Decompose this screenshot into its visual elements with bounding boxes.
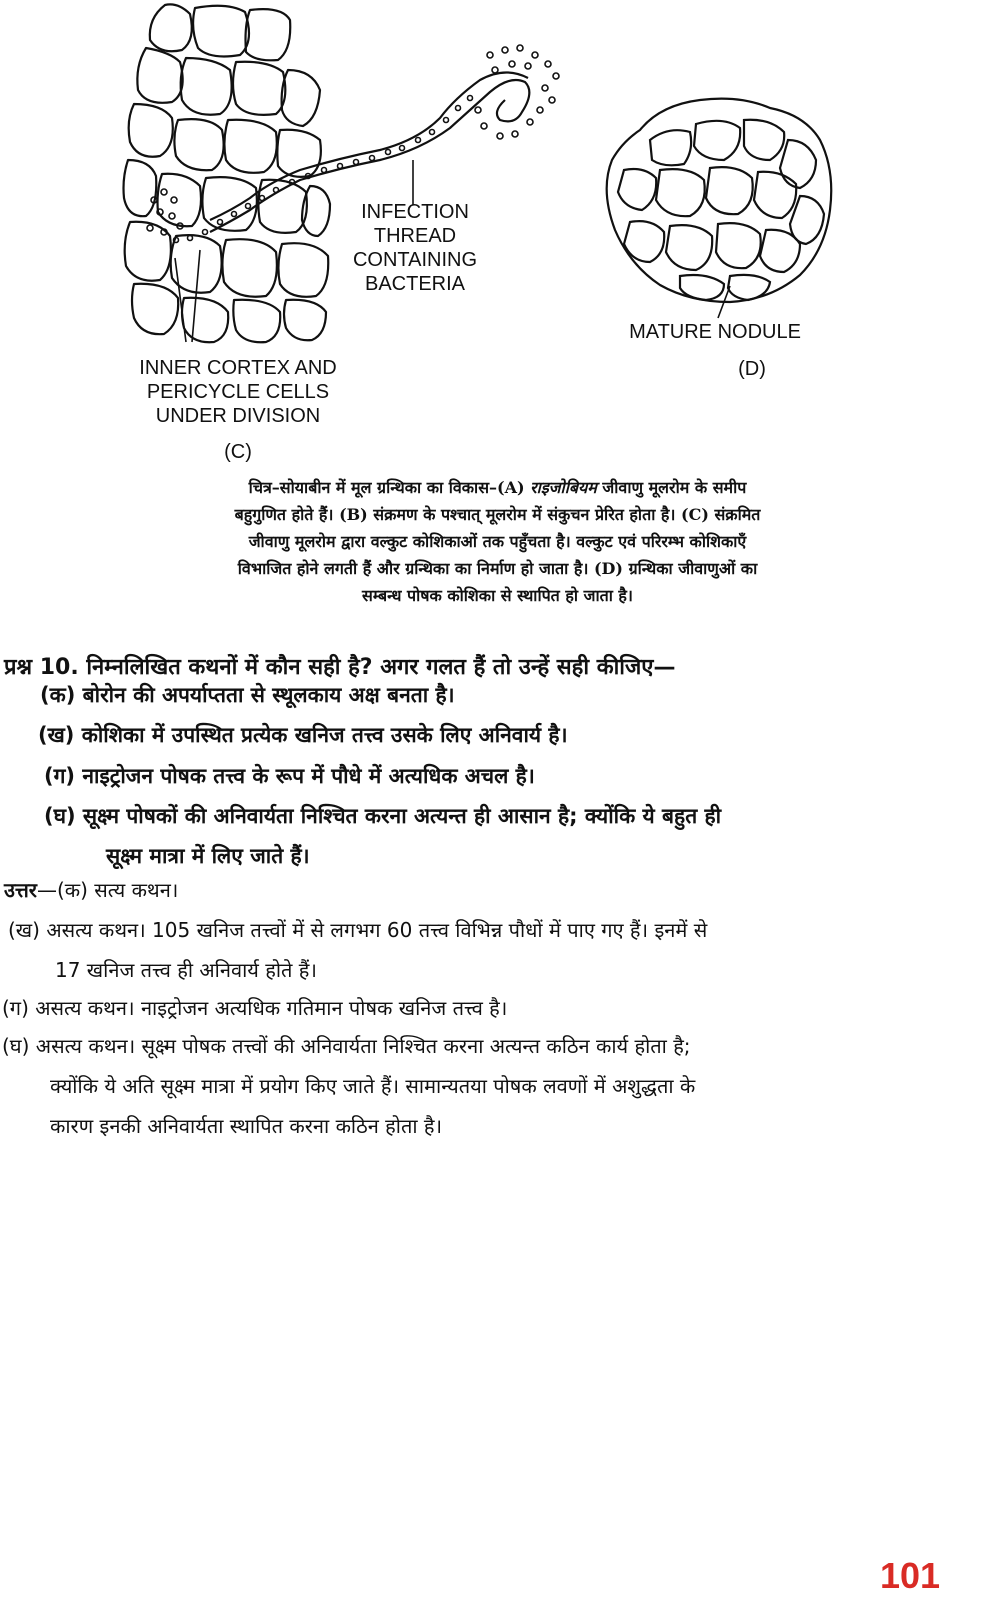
answer-label: उत्तर [4,878,37,902]
answer-kha: (ख) असत्य कथन। 105 खनिज तत्त्वों में से लगभग 60 तत्त्व विभिन्न पौधों में पाए गए हैं। इनमें से 17 खनिज तत्त्व ही अनिवार्य होते हैं। [8,918,708,982]
caption-line: जीवाणु मूलरोम द्वारा वल्कुट कोशिकाओं तक पहुँचता है। वल्कुट एवं परिरम्भ कोशिकाएँ [248,532,747,551]
figure-label-d: (D) [738,358,766,380]
answer-ga: (ग) असत्य कथन। नाइट्रोजन अत्यधिक गतिमान पोषक खनिज तत्त्व है। [2,996,508,1020]
mature-nodule [607,99,832,302]
cortex-cells [124,4,331,342]
mature-nodule-label: MATURE NODULE [629,321,801,343]
cortex-leader-line-2 [192,250,200,342]
figure-caption [110,474,885,609]
caption-line: सम्बन्ध पोषक कोशिका से स्थापित हो जाता है। [362,586,633,605]
page-number: 101 [880,1555,941,1596]
answer-gha: (घ) असत्य कथन। सूक्ष्म पोषक तत्त्वों की अनिवार्यता निश्चित करना अत्यन्त कठिन कार्य होता है; क्योंकि ये अति सूक्ष्म मात्रा में प्रयोग किए जाते हैं। सामान्यतया पोषक लवणों में अशुद्धता के कारण इनकी अनिवार्यता स्थापित करना कठिन होता है। [2,1034,696,1138]
caption-line: चित्र–सोयाबीन में मूल ग्रन्थिका का विकास–(A) राइजोबियम जीवाणु मूलरोम के समीप [248,478,747,497]
question-item-ga: (ग) नाइट्रोजन पोषक तत्त्व के रूप में पौधे में अत्यधिक अचल है। [44,764,535,788]
question-item-kha: (ख) कोशिका में उपस्थित प्रत्येक खनिज तत्त्व उसके लिए अनिवार्य है। [38,723,568,747]
infection-thread-label: INFECTION THREAD CONTAINING BACTERIA [352,201,478,295]
caption-line: विभाजित होने लगती हैं और ग्रन्थिका का निर्माण हो जाता है। (D) ग्रन्थिका जीवाणुओं का [237,559,758,578]
figure-label-c: (C) [224,441,252,463]
cortex-label: INNER CORTEX AND PERICYCLE CELLS UNDER DIVISION [139,357,337,427]
answer-ka: उत्तर—(क) सत्य कथन। [4,878,179,902]
question-heading: प्रश्न 10. निम्नलिखित कथनों में कौन सही है? अगर गलत हैं तो उन्हें सही कीजिए— [4,655,676,680]
question-item-gha: (घ) सूक्ष्म पोषकों की अनिवार्यता निश्चित करना अत्यन्त ही आसान है; क्योंकि ये बहुत ही सूक्ष्म मात्रा में लिए जाते हैं। [44,804,722,868]
question-item-ka: (क) बोरोन की अपर्याप्तता से स्थूलकाय अक्ष बनता है। [40,683,455,707]
caption-line: बहुगुणित होते हैं। (B) संक्रमण के पश्चात् मूलरोम में संकुचन प्रेरित होता है। (C) संक्रमित [234,505,761,524]
